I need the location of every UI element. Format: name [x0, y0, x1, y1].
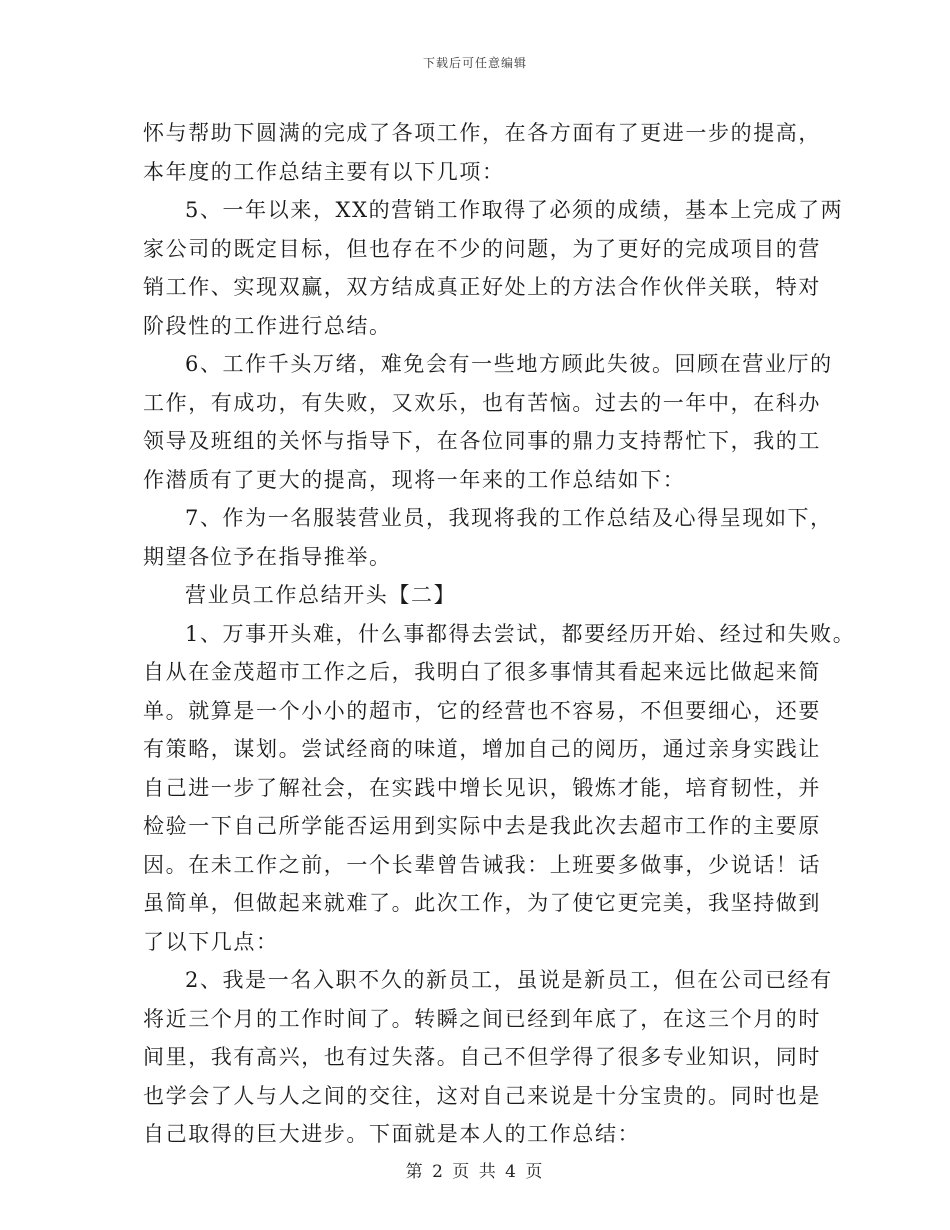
page-header: 下载后可任意编辑 [422, 56, 527, 70]
section-heading: 营业员工作总结开头【二】 [185, 583, 457, 607]
text-line: 虽简单，但做起来就难了。此次工作，为了使它更完美，我坚持做到 [143, 891, 821, 915]
text-line: 销工作、实现双赢，双方结成真正好处上的方法合作伙伴关联，特对 [143, 275, 821, 299]
paragraph-5-start: 5、一年以来，XX的营销工作取得了必须的成绩，基本上完成了两 [185, 198, 844, 222]
document-body [143, 114, 856, 1154]
text-line: 作潜质有了更大的提高，现将一年来的工作总结如下： [143, 467, 686, 492]
text-line: 也学会了人与人之间的交往，这对自己来说是十分宝贵的。同时也是 [143, 1083, 821, 1108]
text-line: 间里，我有高兴，也有过失落。自己不但学得了很多专业知识，同时 [143, 1045, 821, 1069]
text-line: 单。就算是一个小小的超市，它的经营也不容易，不但要细心，还要 [143, 698, 821, 723]
text-line: 领导及班组的关怀与指导下，在各位同事的鼎力支持帮忙下，我的工 [143, 429, 821, 453]
text-line: 将近三个月的工作时间了。转瞬之间已经到年底了，在这三个月的时 [143, 1006, 821, 1031]
text-line: 工作，有成功，有失败，又欢乐，也有苦恼。过去的一年中，在科办 [143, 390, 821, 415]
text-line: 因。在未工作之前，一个长辈曾告诫我：上班要多做事，少说话！话 [143, 852, 821, 877]
text-line: 怀与帮助下圆满的完成了各项工作，在各方面有了更进一步的提高， [143, 121, 821, 145]
text-line: 自己取得的巨大进步。下面就是本人的工作总结： [143, 1122, 641, 1146]
paragraph-1-start: 1、万事开头难，什么事都得去尝试，都要经历开始、经过和失败。 [185, 621, 856, 646]
text-line: 检验一下自己所学能否运用到实际中去是我此次去超市工作的主要原 [143, 814, 821, 838]
text-line: 阶段性的工作进行总结。 [143, 313, 392, 338]
text-line: 有策略，谋划。尝试经商的味道，增加自己的阅历，通过亲身实践让 [143, 737, 821, 761]
text-line: 家公司的既定目标，但也存在不少的问题，为了更好的完成项目的营 [143, 236, 821, 261]
text-line: 期望各位予在指导推举。 [143, 544, 392, 569]
paragraph-2-start: 2、我是一名入职不久的新员工，虽说是新员工，但在公司已经有 [185, 968, 833, 992]
paragraph-6-start: 6、工作千头万绪，难免会有一些地方顾此失彼。回顾在营业厅的 [185, 352, 833, 376]
text-line: 自己进一步了解社会，在实践中增长见识，锻炼才能，培育韧性，并 [143, 775, 821, 800]
page-number-footer: 第 2 页 共 4 页 [405, 1162, 545, 1182]
text-line: 了以下几点： [143, 929, 279, 954]
text-line: 自从在金茂超市工作之后，我明白了很多事情其看起来远比做起来简 [143, 660, 821, 684]
paragraph-7-start: 7、作为一名服装营业员，我现将我的工作总结及心得呈现如下， [185, 506, 833, 530]
text-line: 本年度的工作总结主要有以下几项： [143, 159, 505, 184]
